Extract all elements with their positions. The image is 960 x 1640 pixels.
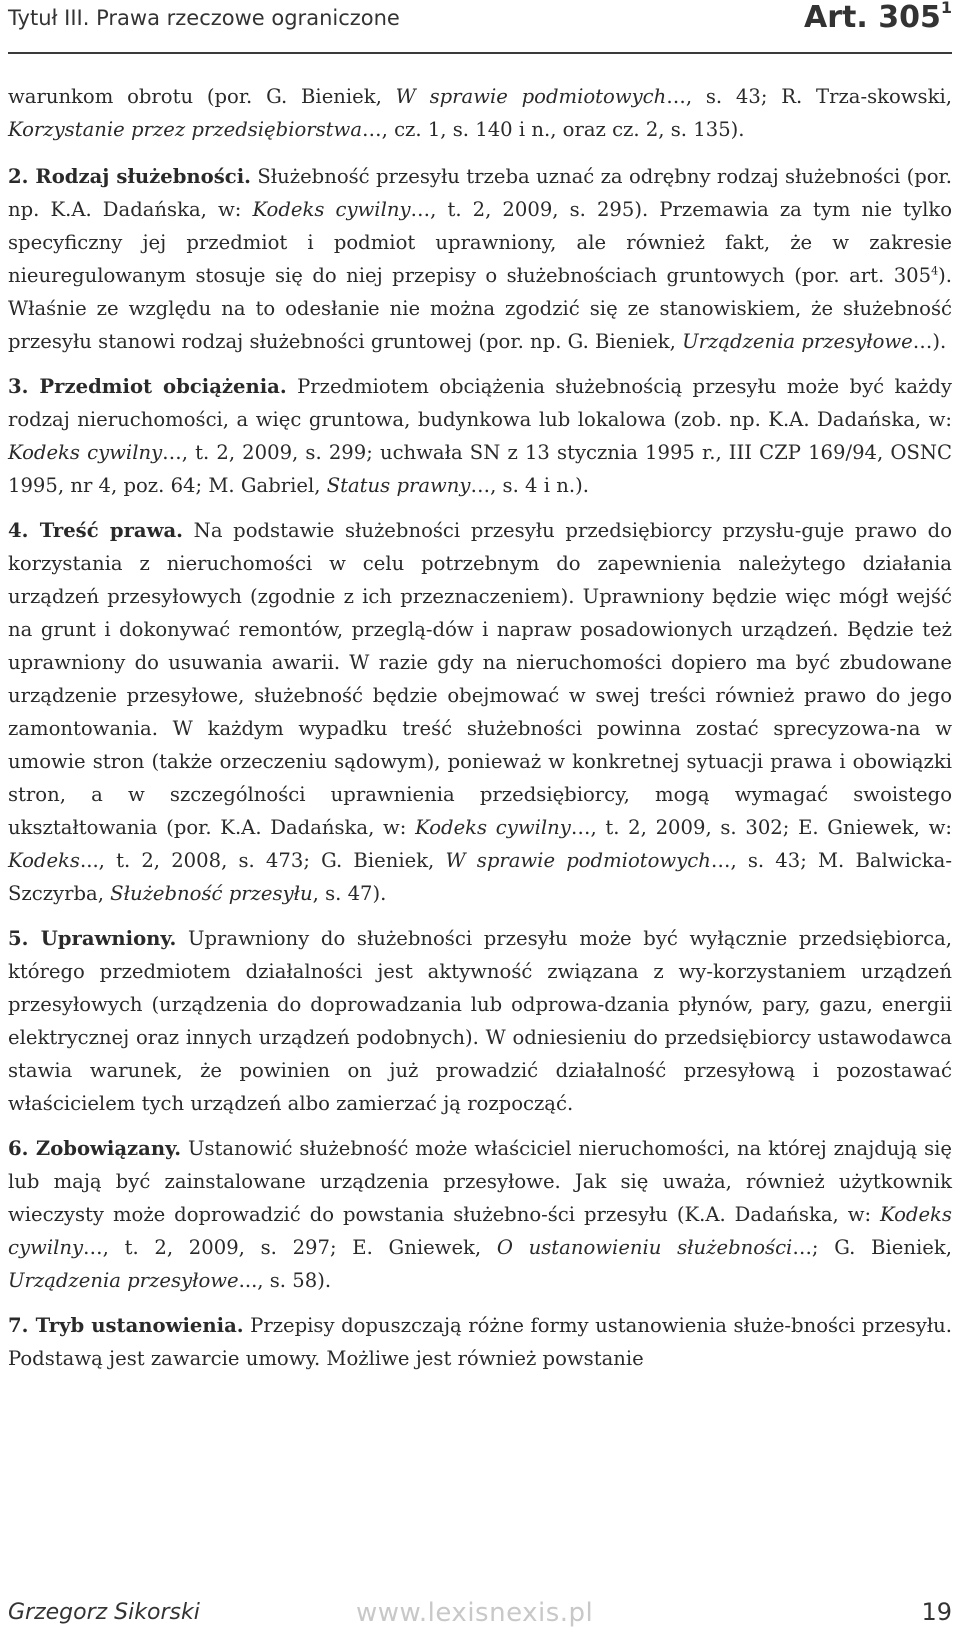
text-run: …, cz. 1, s. 140 i n., oraz cz. 2, s. 135).	[362, 118, 745, 141]
paragraph-section-4	[8, 514, 952, 910]
text-run: , s. 47).	[312, 882, 387, 905]
text-run: Służebność przesyłu trzeba uznać za odrębny rodzaj służebności (por. np. K.A. Dadańska, w:	[8, 165, 952, 221]
text-run: ..., t. 2, 2008, s. 473; G. Bieniek,	[79, 849, 446, 872]
section-heading: 7. Tryb ustanowienia.	[8, 1314, 244, 1337]
article-number	[804, 0, 952, 35]
section-heading: 3. Przedmiot obciążenia.	[8, 375, 287, 398]
citation-italic: O ustanowieniu służebności	[496, 1236, 793, 1259]
paragraph-section-7	[8, 1309, 952, 1375]
section-heading: 2. Rodzaj służebności.	[8, 165, 251, 188]
article-superscript: 4	[931, 264, 939, 278]
text-run: …; G. Bieniek,	[792, 1236, 952, 1259]
citation-italic: Kodeks cywilny	[8, 1203, 952, 1259]
citation-italic: Korzystanie przez przedsiębiorstwa	[8, 118, 363, 141]
citation-italic: Urządzenia przesyłowe	[8, 1269, 239, 1292]
author-name: Grzegorz Sikorski	[8, 1600, 200, 1625]
paragraph-section-5	[8, 922, 952, 1120]
text-run: Uprawniony do służebności przesyłu może być wyłącznie przedsiębiorca, którego przedmiotem działalności jest aktywność związana z wy-korzystaniem urządzeń przesyłowych (urządzenia do doprowadzania lub odprowa-dzania płynów, pary, gazu, energii elektrycznej oraz innych urządzeń podobnych). W odniesieniu do przedsiębiorcy ustawodawca stawia warunek, że powinien on już prowadzić działalność przesyłową i pozostawać właścicielem tych urządzeń albo zamierzać ją rozpocząć.	[8, 927, 952, 1115]
section-title: Tytuł III. Prawa rzeczowe ograniczone	[8, 6, 400, 30]
citation-italic: Kodeks cywilny	[415, 816, 571, 839]
citation-italic: Służebność przesyłu	[110, 882, 313, 905]
text-run: Na podstawie służebności przesyłu przedsiębiorcy przysłu-guje prawo do korzystania z nieruchomości w celu potrzebnym do zapewnienia należytego działania urządzeń przesyłowych (zgodnie z ich przeznaczeniem). Uprawniony będzie więc mógł wejść na grunt i dokonywać remontów, przeglą-dów i napraw posadowionych urządzeń. Będzie też uprawniony do usuwania awarii. W razie gdy na nieruchomości dopiero ma być zbudowane urządzenie przesyłowe, służebność będzie obejmować w swej treści również prawo do jego zamontowania. W każdym wypadku treść służebności powinna zostać sprecyzowa-na w umowie stron (także orzeczeniu sądowym), ponieważ w konkretnej sytuacji prawa i obowiązki stron, a w szczególności uprawnienia przedsiębiorcy, mogą wymagać swoistego ukształtowania (por. K.A. Dadańska, w:	[8, 519, 953, 839]
text-run: …, s. 43; M. Balwicka-Szczyrba,	[8, 849, 952, 905]
section-heading: 5. Uprawniony.	[8, 927, 177, 950]
citation-italic: Status prawny	[326, 474, 471, 497]
running-header	[8, 0, 952, 54]
citation-italic: W sprawie podmiotowych	[395, 85, 667, 108]
section-heading: 6. Zobowiązany.	[8, 1137, 182, 1160]
citation-italic: Urządzenia przesyłowe	[682, 330, 913, 353]
section-heading: 4. Treść prawa.	[8, 519, 183, 542]
citation-italic: Kodeks cywilny	[8, 441, 163, 464]
article-superscript: 1	[940, 0, 952, 17]
citation-italic: Kodeks	[8, 849, 80, 872]
text-run: ). Właśnie ze względu na to odesłanie nie można zgodzić się ze stanowiskiem, że służebność przesyłu stanowi rodzaj służebności gruntowej (por. np. G. Bieniek,	[8, 264, 952, 353]
article-label: Art. 305	[804, 0, 941, 35]
page-number: 19	[921, 1598, 952, 1626]
citation-italic: Kodeks cywilny	[252, 198, 411, 221]
text-run: Przepisy dopuszczają różne formy ustanowienia służe-bności przesyłu. Podstawą jest zawarcie umowy. Możliwe jest również powstanie	[8, 1314, 952, 1370]
text-run: Przedmiotem obciążenia służebnością przesyłu może być każdy rodzaj nieruchomości, a więc gruntowa, budynkowa lub lokalowa (zob. np. K.A. Dadańska, w:	[8, 375, 952, 431]
citation-italic: W sprawie podmiotowych	[445, 849, 711, 872]
text-run: …, t. 2, 2009, s. 297; E. Gniewek,	[83, 1236, 497, 1259]
text-run: warunkom obrotu (por. G. Bieniek,	[8, 85, 396, 108]
text-run: …, t. 2, 2009, s. 302; E. Gniewek, w:	[570, 816, 952, 839]
publisher-url: www.lexisnexis.pl	[356, 1598, 594, 1628]
running-footer	[8, 1592, 952, 1632]
paragraph-section-3	[8, 370, 952, 502]
body-text	[8, 80, 952, 1387]
text-run: …, t. 2, 2009, s. 295). Przemawia za tym nie tylko specyficzny jej przedmiot i podmiot uprawniony, ale również fakt, że w zakresie nieuregulowanym stosuje się do niej przepisy o służebnościach gruntowych (por. art. 305	[8, 198, 953, 287]
text-run: …).	[912, 330, 947, 353]
text-run: …, s. 4 i n.).	[470, 474, 589, 497]
paragraph-continuation	[8, 80, 952, 146]
text-run: ..., s. 58).	[238, 1269, 332, 1292]
text-run: …, t. 2, 2009, s. 299; uchwała SN z 13 stycznia 1995 r., III CZP 169/94, OSNC 1995, nr 4, poz. 64; M. Gabriel,	[8, 441, 953, 497]
text-run: …, s. 43; R. Trza-skowski,	[666, 85, 952, 108]
paragraph-section-2	[8, 160, 952, 358]
text-run: Ustanowić służebność może właściciel nieruchomości, na której znajdują się lub mają być zainstalowane urządzenia przesyłowe. Jak się uważa, również użytkownik wieczysty może doprowadzić do powstania służebno-ści przesyłu (K.A. Dadańska, w:	[8, 1137, 952, 1226]
paragraph-section-6	[8, 1132, 952, 1297]
